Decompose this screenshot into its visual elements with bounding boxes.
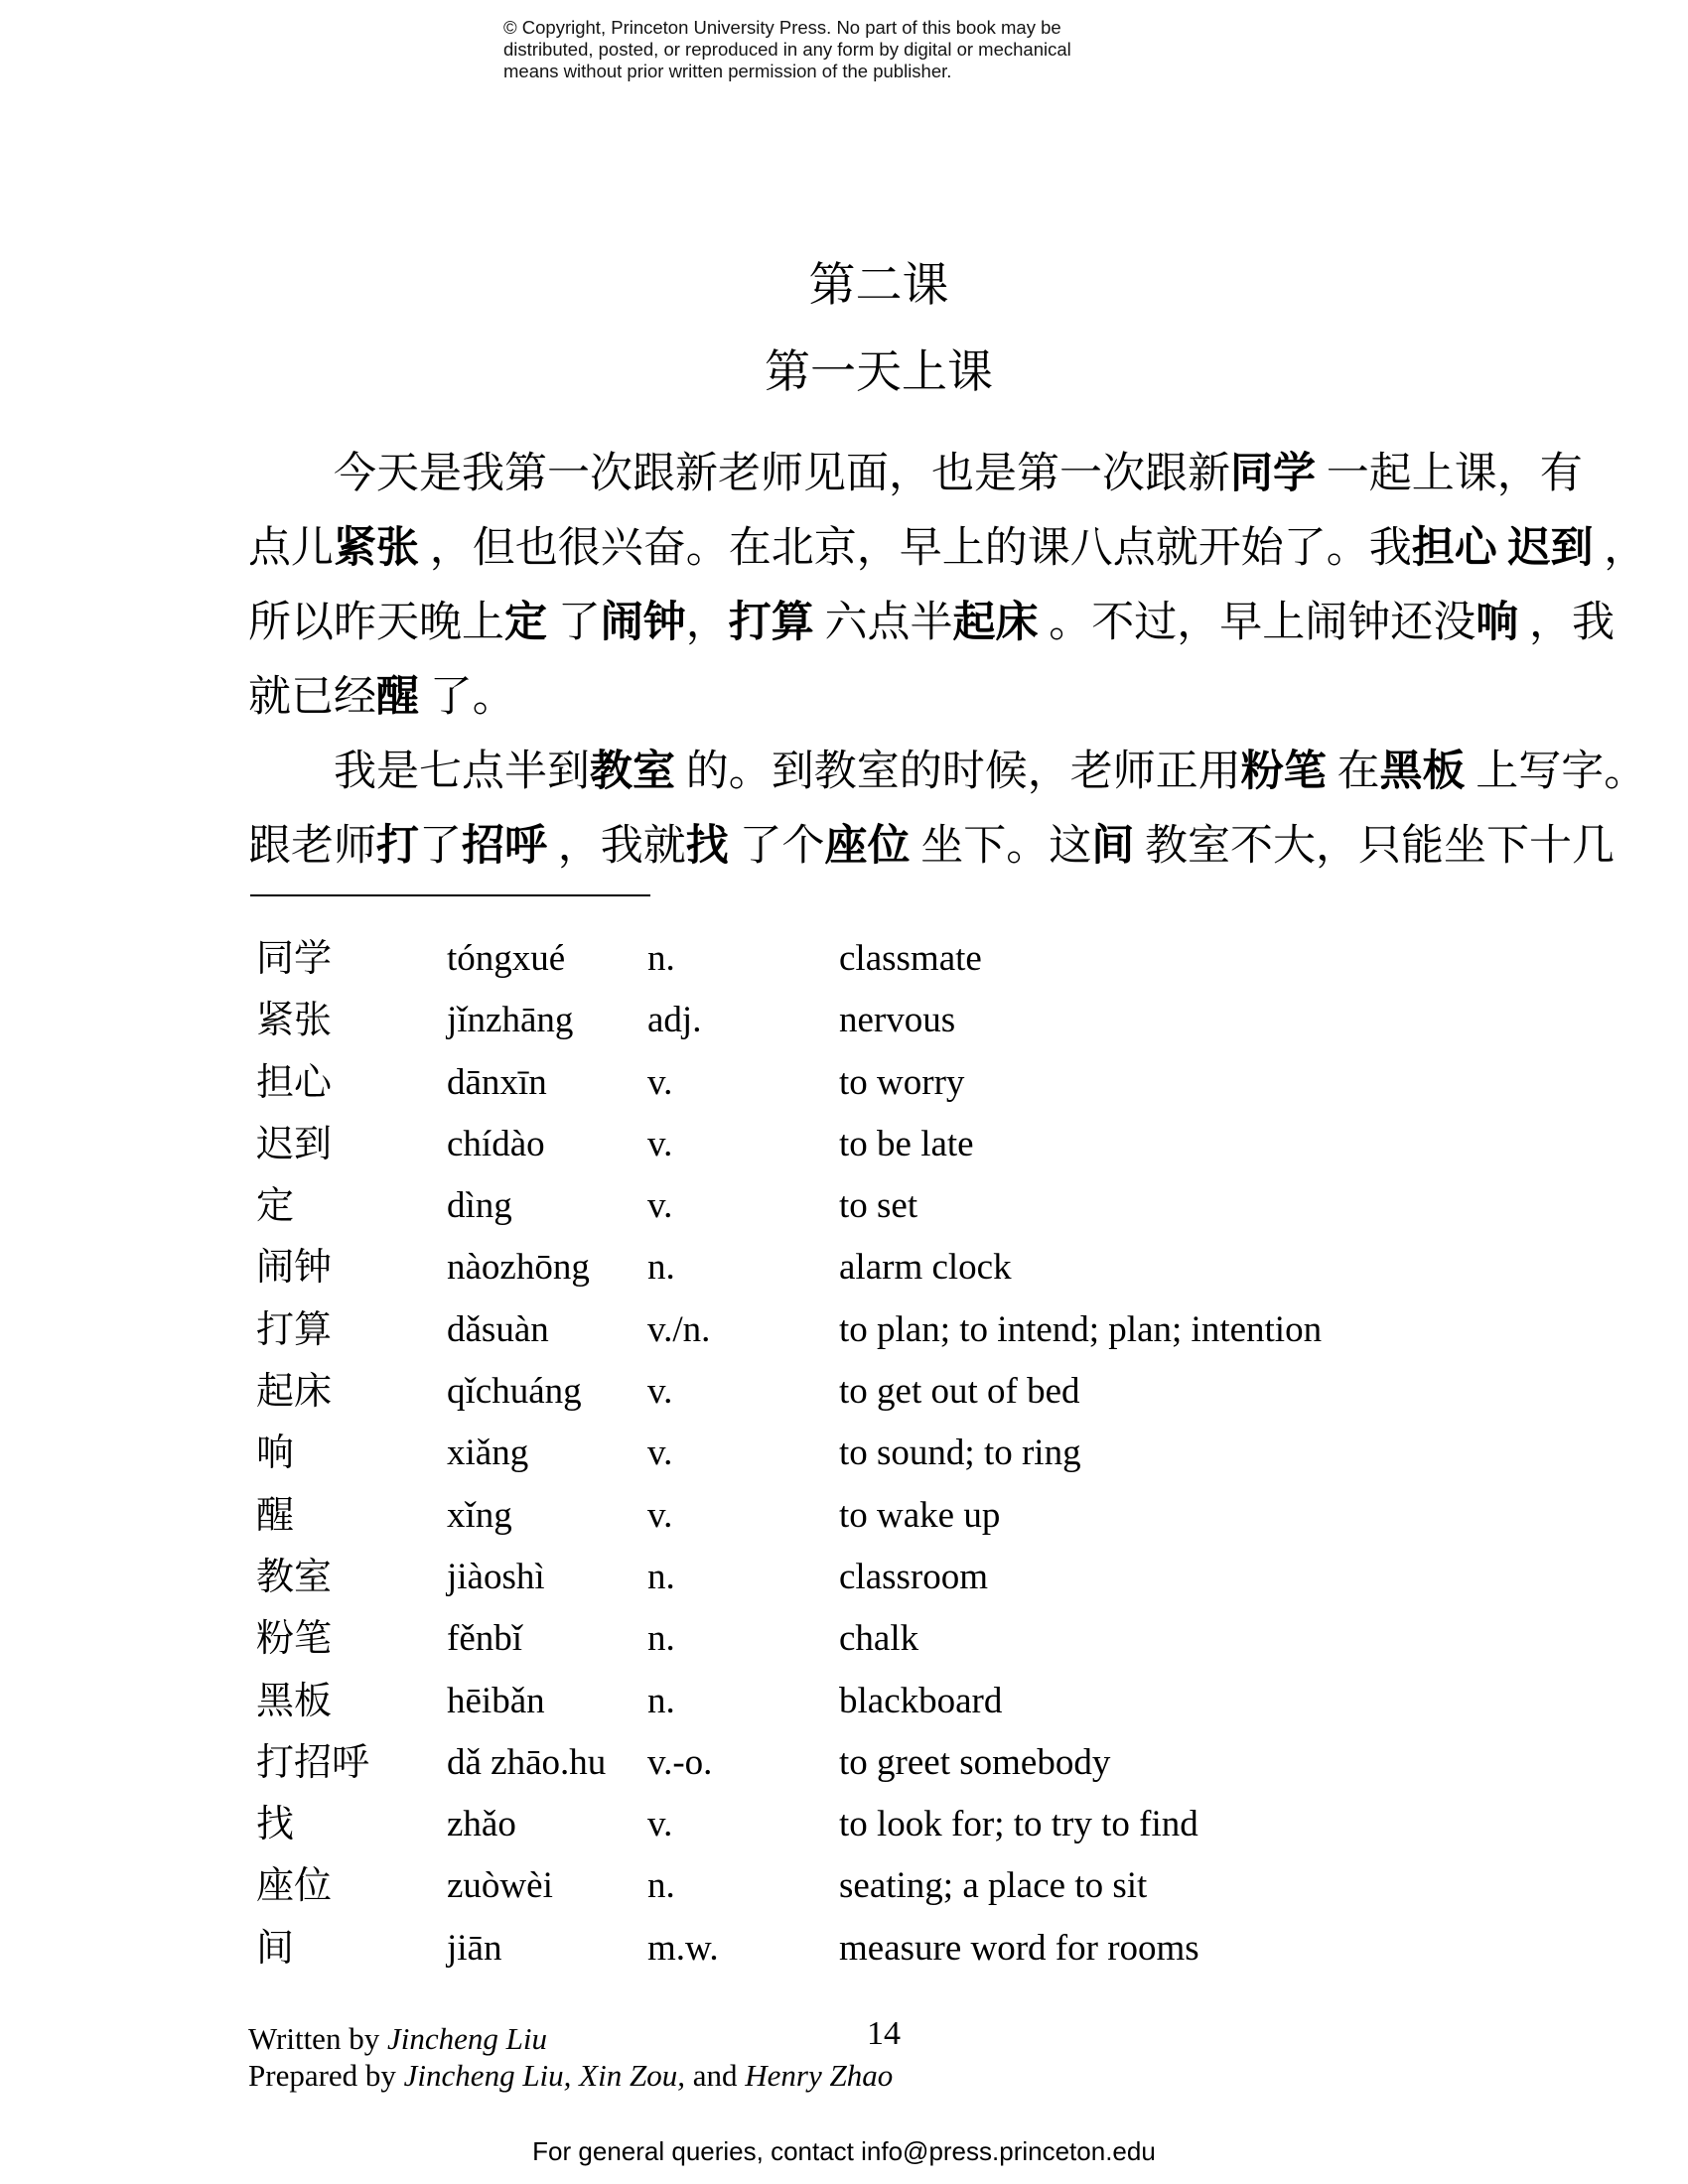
text-segment: 。不过，早上闹钟还没	[1038, 600, 1477, 646]
vocab-pinyin: dìng	[447, 1185, 512, 1227]
vocab-row	[0, 1300, 1688, 1362]
vocab-row	[0, 1424, 1688, 1485]
vocab-hanzi: 起床	[256, 1371, 333, 1414]
vocab-definition: alarm clock	[839, 1247, 1012, 1289]
text-segment: Written by	[248, 2021, 387, 2056]
vocab-pinyin: xǐng	[447, 1494, 512, 1536]
text-segment: 了个	[728, 823, 825, 870]
text-segment: 坐下。这	[910, 823, 1092, 870]
vocab-pinyin: jiān	[447, 1927, 502, 1969]
vocab-word-highlight: 闹钟	[600, 600, 686, 646]
text-segment: Prepared by	[248, 2058, 404, 2093]
vocab-definition: to be late	[839, 1123, 974, 1164]
prepared-by-credit	[248, 2058, 893, 2094]
vocab-word-highlight: 粉笔	[1240, 749, 1327, 795]
vocab-word-highlight: 间	[1091, 823, 1135, 870]
page-number: 14	[867, 2015, 901, 2052]
vocab-definition: to greet somebody	[839, 1741, 1111, 1783]
story-line	[248, 809, 1615, 884]
vocab-hanzi: 同学	[256, 938, 333, 980]
vocab-hanzi: 定	[256, 1185, 295, 1228]
vocab-word-highlight: 迟到	[1507, 525, 1594, 572]
vocab-pinyin: chídào	[447, 1123, 545, 1164]
text-segment: 所以昨天晚上	[248, 600, 504, 646]
copyright-line-3: means without prior written permission of the publisher.	[503, 61, 952, 81]
credit-name: Jincheng Liu, Xin Zou,	[403, 2058, 685, 2093]
vocab-word-highlight: 打算	[728, 600, 814, 646]
vocab-pinyin: xiǎng	[447, 1433, 529, 1474]
copyright-notice	[503, 17, 1071, 82]
vocab-row	[0, 1919, 1688, 1980]
vocab-definition: to get out of bed	[839, 1371, 1080, 1413]
copyright-line-2: distributed, posted, or reproduced in any form by digital or mechanical	[503, 39, 1071, 60]
vocab-definition: chalk	[839, 1618, 919, 1660]
vocab-part-of-speech: v.	[647, 1804, 673, 1845]
vocab-pinyin: dǎ zhāo.hu	[447, 1741, 607, 1783]
text-segment: ，我就	[547, 823, 686, 870]
vocab-definition: classmate	[839, 938, 982, 979]
vocab-definition: to sound; to ring	[839, 1433, 1081, 1474]
vocab-part-of-speech: n.	[647, 1556, 675, 1597]
vocab-word-highlight: 醒	[376, 674, 419, 721]
vocab-definition: to wake up	[839, 1494, 1001, 1536]
vocab-part-of-speech: v.	[647, 1433, 673, 1474]
vocab-word-highlight: 招呼	[462, 823, 547, 870]
text-segment: 六点半	[813, 600, 953, 646]
vocab-definition: seating; a place to sit	[839, 1865, 1148, 1907]
vocab-word-highlight: 响	[1476, 600, 1519, 646]
vocab-part-of-speech: m.w.	[647, 1927, 719, 1969]
vocab-part-of-speech: v.	[647, 1494, 673, 1536]
text-segment: 上写字。	[1465, 749, 1647, 795]
story-text	[248, 437, 1647, 884]
vocab-hanzi: 座位	[256, 1865, 333, 1908]
text-segment	[1497, 525, 1508, 572]
vocab-row	[0, 1176, 1688, 1238]
vocab-pinyin: dānxīn	[447, 1061, 547, 1103]
vocab-hanzi: 担心	[256, 1061, 333, 1104]
text-segment: 一起上课，有	[1316, 451, 1583, 497]
vocab-row	[0, 929, 1688, 991]
vocab-word-highlight: 黑板	[1379, 749, 1466, 795]
vocab-row	[0, 1486, 1688, 1548]
vocab-pinyin: zhǎo	[447, 1804, 516, 1845]
vocab-word-highlight: 担心	[1411, 525, 1497, 572]
vocab-row	[0, 1115, 1688, 1176]
vocab-pinyin: nàozhōng	[447, 1247, 590, 1289]
vocab-word-highlight: 同学	[1230, 451, 1316, 497]
text-segment: 就已经	[248, 674, 376, 721]
vocab-hanzi: 粉笔	[256, 1618, 333, 1661]
text-segment: 跟老师	[248, 823, 376, 870]
vocab-word-highlight: 定	[504, 600, 547, 646]
vocab-part-of-speech: n.	[647, 1618, 675, 1660]
text-segment: 了。	[419, 674, 515, 721]
vocab-part-of-speech: n.	[647, 1247, 675, 1289]
written-by-credit	[248, 2021, 547, 2057]
vocab-part-of-speech: v.-o.	[647, 1741, 713, 1783]
vocab-pinyin: qǐchuáng	[447, 1371, 582, 1413]
vocab-part-of-speech: v.	[647, 1371, 673, 1413]
story-line	[248, 511, 1647, 586]
vocab-hanzi: 间	[256, 1927, 295, 1970]
vocab-word-highlight: 找	[685, 823, 729, 870]
vocab-word-highlight: 教室	[590, 749, 675, 795]
vocab-hanzi: 响	[256, 1433, 295, 1475]
vocab-separator-rule	[250, 894, 650, 896]
vocab-pinyin: jiàoshì	[447, 1556, 545, 1597]
text-segment: ，但也很兴奋。在北京，早上的课八点就开始了。我	[419, 525, 1412, 572]
vocab-row	[0, 1672, 1688, 1733]
vocab-hanzi: 闹钟	[256, 1247, 333, 1290]
vocab-pinyin: zuòwèi	[447, 1865, 553, 1907]
text-segment: ，我	[1518, 600, 1615, 646]
vocab-word-highlight: 起床	[952, 600, 1039, 646]
vocab-row	[0, 1733, 1688, 1795]
vocab-row	[0, 1795, 1688, 1856]
text-segment: 了	[547, 600, 601, 646]
vocab-word-highlight: 紧张	[334, 525, 419, 572]
vocab-part-of-speech: adj.	[647, 1000, 702, 1041]
text-segment: and	[684, 2058, 746, 2093]
text-segment: 了	[419, 823, 462, 870]
vocab-part-of-speech: v.	[647, 1123, 673, 1164]
text-segment: 我是七点半到	[334, 749, 590, 795]
vocab-row	[0, 991, 1688, 1052]
vocab-hanzi: 醒	[256, 1494, 295, 1537]
vocab-part-of-speech: v./n.	[647, 1308, 711, 1350]
story-line	[248, 660, 1569, 735]
vocab-pinyin: fěnbǐ	[447, 1618, 523, 1660]
lesson-subtitle: 第一天上课	[765, 346, 993, 397]
vocab-definition: measure word for rooms	[839, 1927, 1199, 1969]
vocab-row	[0, 1362, 1688, 1424]
vocab-row	[0, 1053, 1688, 1115]
vocab-word-highlight: 座位	[824, 823, 911, 870]
vocab-definition: to worry	[839, 1061, 965, 1103]
vocab-part-of-speech: n.	[647, 1680, 675, 1721]
vocab-definition: blackboard	[839, 1680, 1003, 1721]
vocab-part-of-speech: n.	[647, 1865, 675, 1907]
copyright-line-1: © Copyright, Princeton University Press. No part of this book may be	[503, 17, 1061, 38]
credit-name: Henry Zhao	[745, 2058, 894, 2093]
vocab-table	[0, 929, 1688, 1980]
text-segment: 的。到教室的时候，老师正用	[675, 749, 1241, 795]
vocab-hanzi: 黑板	[256, 1680, 333, 1722]
vocab-hanzi: 打算	[256, 1308, 333, 1351]
vocab-pinyin: jǐnzhāng	[447, 1000, 574, 1041]
vocab-hanzi: 迟到	[256, 1123, 333, 1165]
text-segment: ，	[1593, 525, 1647, 572]
vocab-definition: to look for; to try to find	[839, 1804, 1198, 1845]
vocab-hanzi: 打招呼	[256, 1741, 370, 1784]
text-segment: 点儿	[248, 525, 334, 572]
vocab-part-of-speech: v.	[647, 1061, 673, 1103]
vocab-part-of-speech: v.	[647, 1185, 673, 1227]
vocab-row	[0, 1548, 1688, 1609]
vocab-row	[0, 1856, 1688, 1918]
vocab-part-of-speech: n.	[647, 938, 675, 979]
story-line	[248, 437, 1583, 511]
text-segment: ，	[685, 600, 729, 646]
vocab-row	[0, 1238, 1688, 1299]
text-segment: 今天是我第一次跟新老师见面，也是第一次跟新	[334, 451, 1230, 497]
vocab-pinyin: tóngxué	[447, 938, 566, 979]
vocab-definition: to plan; to intend; plan; intention	[839, 1308, 1323, 1350]
vocab-hanzi: 找	[256, 1804, 295, 1846]
story-line	[248, 586, 1615, 660]
contact-line: For general queries, contact info@press.princeton.edu	[532, 2136, 1156, 2166]
vocab-row	[0, 1609, 1688, 1671]
vocab-pinyin: dǎsuàn	[447, 1308, 549, 1350]
story-line	[248, 735, 1647, 809]
lesson-title: 第二课	[808, 260, 949, 312]
text-segment: 在	[1326, 749, 1380, 795]
credit-name: Jincheng Liu	[386, 2021, 547, 2056]
vocab-definition: nervous	[839, 1000, 956, 1041]
vocab-definition: classroom	[839, 1556, 989, 1597]
vocab-hanzi: 教室	[256, 1556, 333, 1598]
vocab-word-highlight: 打	[376, 823, 419, 870]
vocab-pinyin: hēibǎn	[447, 1680, 545, 1721]
vocab-definition: to set	[839, 1185, 918, 1227]
text-segment: 教室不大，只能坐下十几	[1134, 823, 1615, 870]
vocab-hanzi: 紧张	[256, 1000, 333, 1042]
